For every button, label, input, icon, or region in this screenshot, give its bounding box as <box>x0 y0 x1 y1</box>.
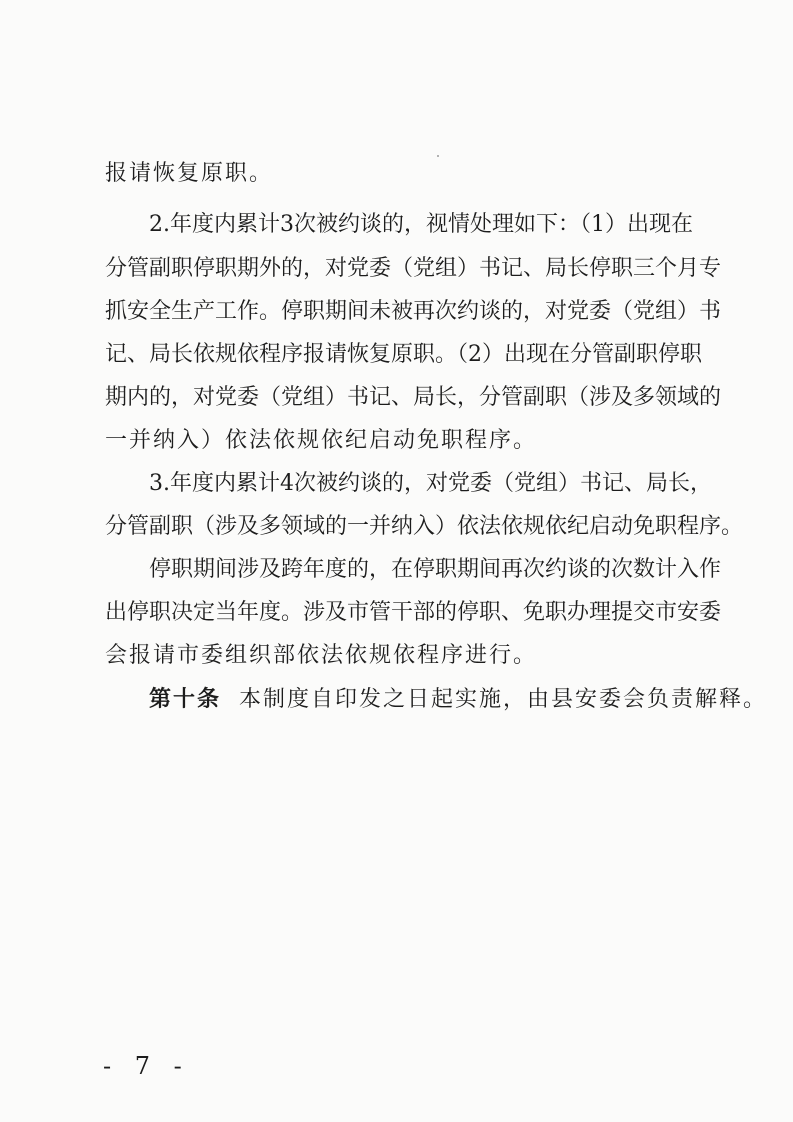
page-number: - 7 - <box>103 1052 190 1080</box>
article-text: 本制度自印发之日起实施，由县安委会负责解释。 <box>239 687 768 712</box>
paragraph-line-9: 分管副职（涉及多领域的一并纳入）依法依规依纪启动免职程序。 <box>105 514 744 539</box>
paragraph-line-12: 会报请市委组织部依法依规依程序进行。 <box>105 643 538 668</box>
paragraph-line-11: 出停职决定当年度。涉及市管干部的停职、免职办理提交市安委 <box>105 600 722 625</box>
paragraph-line-7: 一并纳入）依法依规依纪启动免职程序。 <box>105 428 538 453</box>
paragraph-line-10: 停职期间涉及跨年度的，在停职期间再次约谈的次数计入作 <box>149 557 722 582</box>
scan-speck <box>437 155 439 157</box>
article-ten <box>149 684 768 714</box>
paragraph-line-3: 分管副职停职期外的，对党委（党组）书记、局长停职三个月专 <box>105 256 722 281</box>
paragraph-line-5: 记、局长依规依程序报请恢复原职。（2）出现在分管副职停职 <box>105 342 702 367</box>
paragraph-line-6: 期内的，对党委（党组）书记、局长，分管副职（涉及多领域的 <box>105 385 722 410</box>
paragraph-line-2: 2.年度内累计3次被约谈的，视情处理如下：（1）出现在 <box>149 212 693 237</box>
paragraph-line-8: 3.年度内累计4次被约谈的，对党委（党组）书记、局长， <box>149 471 712 496</box>
article-label: 第十条 <box>149 686 222 712</box>
paragraph-line-4: 抓安全生产工作。停职期间未被再次约谈的，对党委（党组）书 <box>105 299 722 324</box>
paragraph-line-1: 报请恢复原职。 <box>105 161 274 186</box>
